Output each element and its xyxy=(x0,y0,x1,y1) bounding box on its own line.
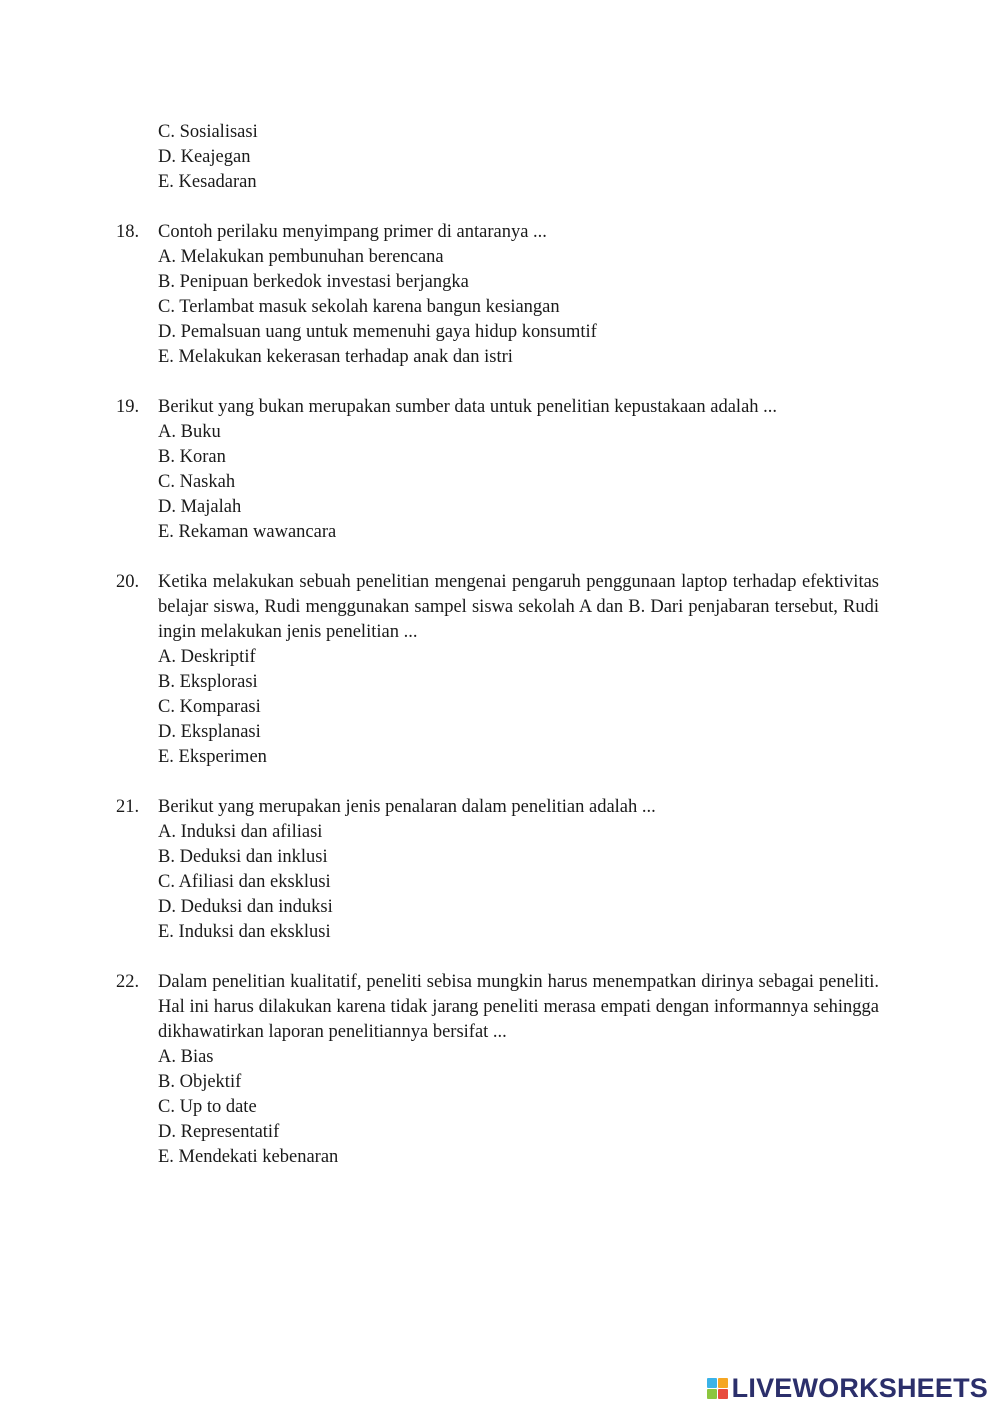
question-text: Contoh perilaku menyimpang primer di antaranya ... xyxy=(158,222,547,242)
logo-square-icon xyxy=(718,1389,728,1399)
question-text: Berikut yang merupakan jenis penalaran dalam penelitian adalah ... xyxy=(158,797,656,817)
option-b[interactable]: B. Koran xyxy=(158,447,226,467)
option-d[interactable]: D. Pemalsuan uang untuk memenuhi gaya hidup konsumtif xyxy=(158,322,597,342)
question-options xyxy=(116,820,879,945)
option-b[interactable]: B. Objektif xyxy=(158,1072,242,1092)
option-e[interactable]: E. Mendekati kebenaran xyxy=(158,1147,339,1167)
question-number: 20. xyxy=(116,572,140,592)
option-e[interactable]: E. Induksi dan eksklusi xyxy=(158,922,331,942)
option-e[interactable]: E. Melakukan kekerasan terhadap anak dan istri xyxy=(158,347,513,367)
option-continued-e: E. Kesadaran xyxy=(158,172,257,192)
question-options xyxy=(116,645,879,770)
option-c[interactable]: C. Naskah xyxy=(158,472,236,492)
option-c[interactable]: C. Komparasi xyxy=(158,697,261,717)
option-d[interactable]: D. Deduksi dan induksi xyxy=(158,897,333,917)
logo-mark-icon xyxy=(707,1378,728,1399)
option-a[interactable]: A. Melakukan pembunuhan berencana xyxy=(158,247,444,267)
option-c[interactable]: C. Terlambat masuk sekolah karena bangun kesiangan xyxy=(158,297,560,317)
question-text: Berikut yang bukan merupakan sumber data untuk penelitian kepustakaan adalah ... xyxy=(158,397,778,417)
question-21 xyxy=(116,795,879,945)
question-list xyxy=(116,120,879,1170)
option-a[interactable]: A. Induksi dan afiliasi xyxy=(158,822,323,842)
logo-square-icon xyxy=(707,1389,717,1399)
option-continued-c: C. Sosialisasi xyxy=(158,122,258,142)
option-b[interactable]: B. Eksplorasi xyxy=(158,672,258,692)
option-e[interactable]: E. Rekaman wawancara xyxy=(158,522,337,542)
question-22 xyxy=(116,970,879,1170)
option-d[interactable]: D. Representatif xyxy=(158,1122,280,1142)
question-options xyxy=(116,245,879,370)
logo-text: LIVEWORKSHEETS xyxy=(731,1373,988,1403)
liveworksheets-logo xyxy=(707,1373,988,1404)
option-a[interactable]: A. Deskriptif xyxy=(158,647,256,667)
option-b[interactable]: B. Deduksi dan inklusi xyxy=(158,847,328,867)
option-c[interactable]: C. Afiliasi dan eksklusi xyxy=(158,872,331,892)
option-d[interactable]: D. Majalah xyxy=(158,497,242,517)
question-options xyxy=(116,420,879,545)
option-b[interactable]: B. Penipuan berkedok investasi berjangka xyxy=(158,272,469,292)
question-20 xyxy=(116,570,879,770)
option-c[interactable]: C. Up to date xyxy=(158,1097,257,1117)
question-number: 21. xyxy=(116,797,140,817)
option-d[interactable]: D. Eksplanasi xyxy=(158,722,261,742)
question-19 xyxy=(116,395,879,545)
question-number: 22. xyxy=(116,972,140,992)
question-text: Dalam penelitian kualitatif, peneliti sebisa mungkin harus menempatkan dirinya sebagai peneliti. Hal ini harus dilakukan karena tidak jarang peneliti merasa empati dengan informannya sehingga dikhawatirkan laporan penelitiannya bersifat ... xyxy=(158,972,879,1042)
option-e[interactable]: E. Eksperimen xyxy=(158,747,267,767)
option-continued-d: D. Keajegan xyxy=(158,147,251,167)
option-a[interactable]: A. Buku xyxy=(158,422,221,442)
question-18 xyxy=(116,220,879,370)
logo-square-icon xyxy=(718,1378,728,1388)
question-number: 19. xyxy=(116,397,140,417)
question-number: 18. xyxy=(116,222,140,242)
logo-square-icon xyxy=(707,1378,717,1388)
option-a[interactable]: A. Bias xyxy=(158,1047,214,1067)
question-text: Ketika melakukan sebuah penelitian mengenai pengaruh penggunaan laptop terhadap efektivitas belajar siswa, Rudi menggunakan sampel siswa sekolah A dan B. Dari penjabaran tersebut, Rudi ingin melakukan jenis penelitian ... xyxy=(158,572,879,642)
question-options xyxy=(116,1045,879,1170)
continued-options xyxy=(116,120,879,195)
